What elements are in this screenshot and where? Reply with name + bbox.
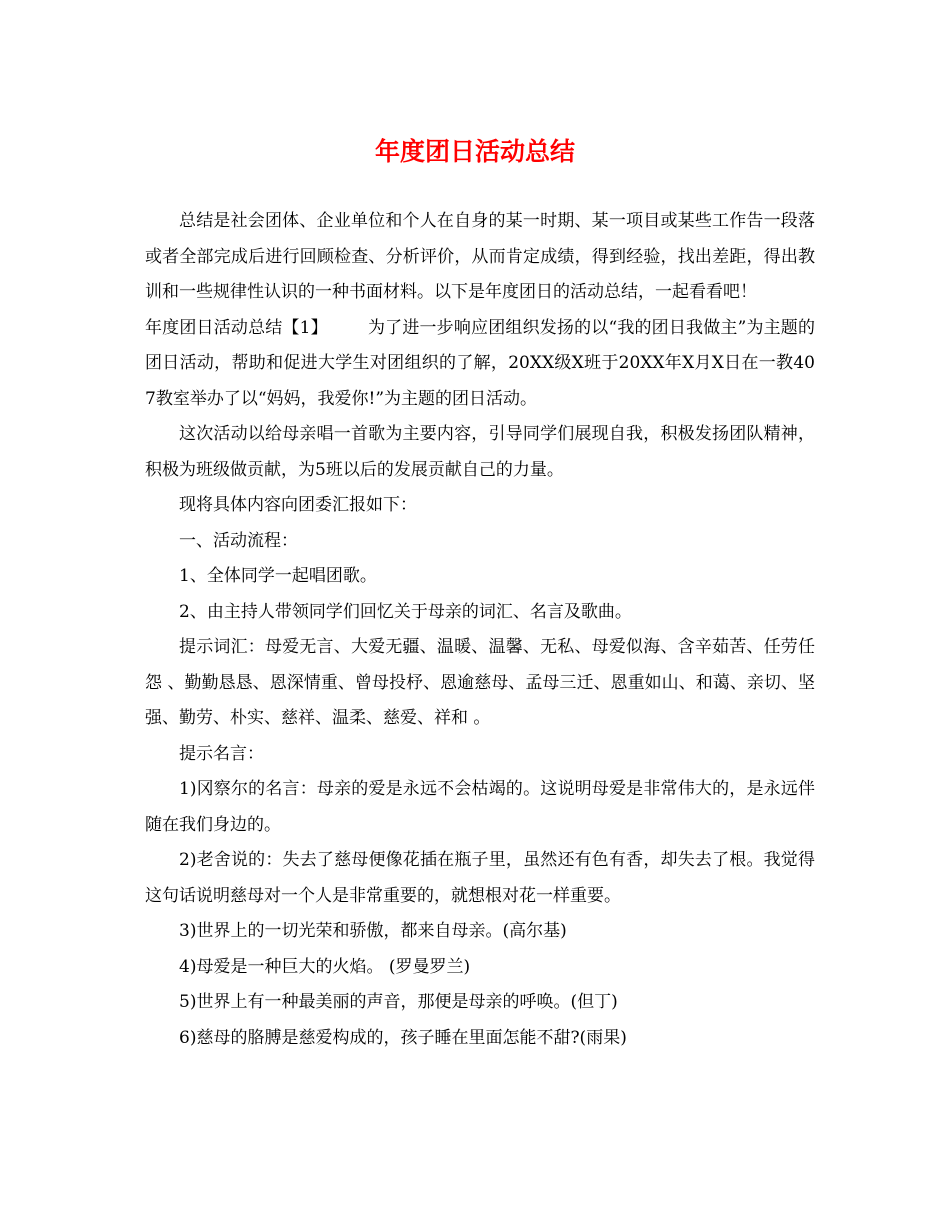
document-body xyxy=(145,204,815,1056)
paragraph-report: 现将具体内容向团委汇报如下： xyxy=(179,495,417,515)
quote-item: 2)老舍说的：失去了慈母便像花插在瓶子里，虽然还有色有香，却失去了根。我觉得这句话说明慈母对一个人是非常重要的，就想根对花一样重要。 xyxy=(145,850,815,906)
quote-item: 5)世界上有一种最美丽的声音，那便是母亲的呼唤。(但丁) xyxy=(179,992,618,1012)
quote-item: 3)世界上的一切光荣和骄傲，都来自母亲。(高尔基) xyxy=(179,921,567,941)
section-paragraph xyxy=(145,311,815,418)
heading-quotes: 提示名言： xyxy=(179,743,264,764)
quote-item: 6)慈母的胳膊是慈爱构成的，孩子睡在里面怎能不甜?(雨果) xyxy=(179,1027,627,1048)
paragraph-vocabulary: 提示词汇：母爱无言、大爱无疆、温暖、温馨、无私、母爱似海、含辛茹苦、任劳任怨 、勤勤恳恳、恩深情重、曾母投杼、恩逾慈母、孟母三迁、恩重如山、和蔼、亲切、坚强、勤劳、朴实、慈祥、温柔、慈爱、祥和 。 xyxy=(145,637,815,728)
section-heading: 年度团日活动总结【1】 xyxy=(145,317,328,338)
list-item: 1、全体同学一起唱团歌。 xyxy=(179,566,377,586)
quote-item: 1)冈察尔的名言：母亲的爱是永远不会枯竭的。这说明母爱是非常伟大的，是永远伴随在我们身边的。 xyxy=(145,779,815,835)
section-text: 为了进一步响应团组织发扬的以“我的团日我做主”为主题的团日活动，帮助和促进大学生对团组织的了解，20XX级X班于20XX年X月X日在一教407教室举办了以“妈妈，我爱你!”为主题的团日活动。 xyxy=(145,317,815,409)
paragraph-activity: 这次活动以给母亲唱一首歌为主要内容，引导同学们展现自我，积极发扬团队精神，积极为班级做贡献，为5班以后的发展贡献自己的力量。 xyxy=(145,424,815,480)
heading-process: 一、活动流程： xyxy=(179,530,298,551)
intro-paragraph: 总结是社会团体、企业单位和个人在自身的某一时期、某一项目或某些工作告一段落或者全部完成后进行回顾检查、分析评价，从而肯定成绩，得到经验，找出差距，得出教训和一些规律性认识的一种书面材料。以下是年度团日的活动总结，一起看看吧！ xyxy=(145,211,815,302)
list-item: 2、由主持人带领同学们回忆关于母亲的词汇、名言及歌曲。 xyxy=(179,601,632,622)
quote-item: 4)母爱是一种巨大的火焰。 (罗曼罗兰) xyxy=(179,956,471,977)
document-title: 年度团日活动总结 xyxy=(374,137,575,166)
